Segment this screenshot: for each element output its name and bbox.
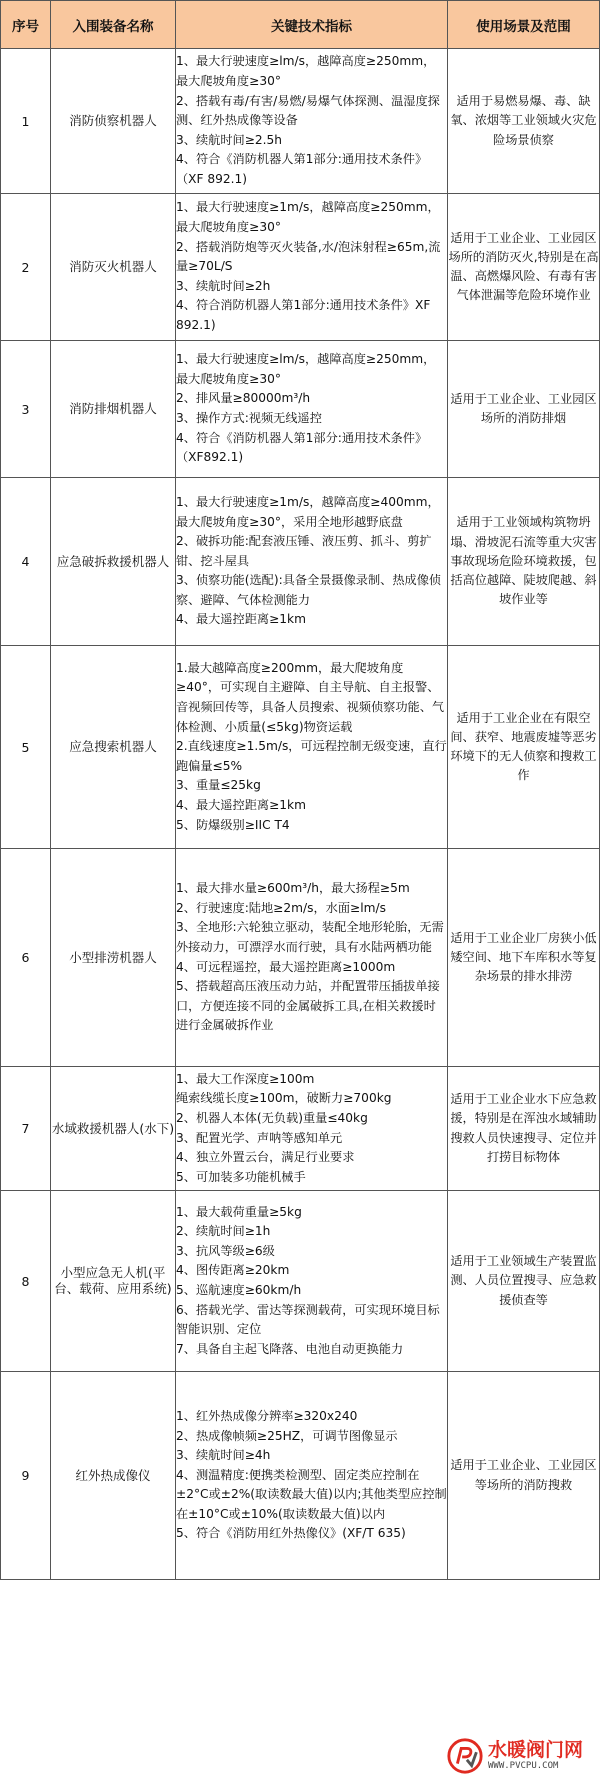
- spec-line: 1、最大行驶速度≥lm/s，越障高度≥250mm，最大爬坡角度≥30°: [176, 54, 436, 89]
- header-no: 序号: [1, 1, 51, 49]
- key-specs: [176, 49, 448, 194]
- row-number: 2: [1, 194, 51, 341]
- spec-line: 3、配置光学、声呐等感知单元: [176, 1130, 343, 1145]
- spec-line: 2、行驶速度:陆地≥2m/s，水面≥lm/s: [176, 900, 386, 915]
- spec-line: 1、最大工作深度≥100m: [176, 1071, 315, 1086]
- usage-scope: 适用于工业企业、工业园区场所的消防灭火,特别是在高温、高燃爆风险、有毒有害气体泄漏等危险环境作业: [448, 194, 600, 341]
- spec-line: 6、搭载光学、雷达等探测载荷，可实现环境目标智能识别、定位: [176, 1302, 440, 1337]
- spec-line: 1、最大载荷重量≥5kg: [176, 1204, 302, 1219]
- spec-line: 4、图传距离≥20km: [176, 1263, 290, 1278]
- spec-line: 绳索线缆长度≥100m，破断力≥700kg: [176, 1091, 392, 1106]
- usage-scope: 适用于工业企业厂房狭小低矮空间、地下车库积水等复杂场景的排水排涝: [448, 849, 600, 1067]
- spec-line: 4、符合《消防机器人第1部分:通用技术条件》（XF 892.1): [176, 152, 428, 186]
- spec-line: 3、侦察功能(选配):具备全景摄像录制、热成像侦察、避障、气体检测能力: [176, 573, 442, 607]
- usage-scope: 适用于工业企业、工业园区等场所的消防搜救: [448, 1372, 600, 1580]
- row-number: 4: [1, 478, 51, 646]
- row-number: 1: [1, 49, 51, 194]
- spec-line: 5、搭载超高压液压动力站，并配置带压插拔单接口，方便连接不同的金属破拆工具,在相关救援时进行金属破拆作业: [176, 979, 440, 1033]
- spec-line: 4、测温精度:便携类检测型、固定类应控制在±2°C或±2%(取读数最大值)以内;其他类型应控制在±10°C或±10%(取读数最大值)以内: [176, 1467, 447, 1521]
- spec-line: 2、热成像帧频≥25HZ，可调节图像显示: [176, 1428, 398, 1443]
- spec-line: 3、续航时间≥2.5h: [176, 132, 283, 147]
- spec-line: 2、续航时间≥1h: [176, 1224, 271, 1239]
- table-row: [1, 1191, 600, 1372]
- usage-scope: 适用于工业企业在有限空间、获窄、地震废墟等恶劣环境下的无人侦察和搜救工作: [448, 646, 600, 849]
- header-spec: 关键技术指标: [176, 1, 448, 49]
- usage-scope: 适用于工业企业水下应急救援，特别是在浑浊水域辅助搜救人员快速搜寻、定位并打捞目标物体: [448, 1067, 600, 1191]
- spec-line: 4、符合消防机器人第1部分:通用技术条件》XF 892.1): [176, 298, 431, 332]
- equipment-name: 水域救援机器人(水下): [51, 1067, 176, 1191]
- spec-line: 3、抗风等级≥6级: [176, 1243, 275, 1258]
- key-specs: [176, 478, 448, 646]
- spec-line: 2、机器人本体(无负载)重量≤40kg: [176, 1110, 368, 1125]
- spec-line: 2.直线速度≥1.5m/s，可远程控制无级变速，直行跑偏量≤5%: [176, 739, 447, 773]
- key-specs: [176, 1191, 448, 1372]
- key-specs: [176, 849, 448, 1067]
- header-name: 入围装备名称: [51, 1, 176, 49]
- row-number: 9: [1, 1372, 51, 1580]
- key-specs: [176, 341, 448, 478]
- spec-line: 4、独立外置云台，满足行业要求: [176, 1150, 355, 1165]
- spec-line: 4、最大遥控距离≥1km: [176, 612, 306, 627]
- equipment-name: 应急破拆救援机器人: [51, 478, 176, 646]
- equipment-name: 小型应急无人机(平台、载荷、应用系统): [51, 1191, 176, 1372]
- spec-line: 1、最大行驶速度≥1m/s，越障高度≥400mm，最大爬坡角度≥30°，采用全地形越野底盘: [176, 494, 440, 529]
- spec-line: 4、符合《消防机器人第1部分:通用技术条件》（XF892.1): [176, 430, 428, 465]
- equipment-name: 应急搜索机器人: [51, 646, 176, 849]
- spec-line: 3、续航时间≥4h: [176, 1448, 271, 1463]
- usage-scope: 适用于工业领域生产装置监测、人员位置搜寻、应急救援侦查等: [448, 1191, 600, 1372]
- table-row: [1, 1067, 600, 1191]
- watermark-brand: 水暖阀门网: [488, 1739, 584, 1761]
- table-header: [1, 1, 600, 49]
- equipment-name: 红外热成像仪: [51, 1372, 176, 1580]
- spec-line: 2、搭载有毒/有害/易燃/易爆气体探测、温湿度探测、红外热成像等设备: [176, 93, 440, 128]
- spec-line: 3、续航时间≥2h: [176, 278, 271, 293]
- row-number: 3: [1, 341, 51, 478]
- spec-line: 2、破拆功能:配套液压锤、液压剪、抓斗、剪扩钳、挖斗屋具: [176, 534, 432, 568]
- table-row: [1, 1372, 600, 1580]
- spec-line: 5、可加装多功能机械手: [176, 1169, 306, 1184]
- spec-line: 2、搭载消防炮等灭火装备,水/泡沫射程≥65m,流量≥70L/S: [176, 239, 441, 274]
- spec-line: 4、最大遥控距离≥1km: [176, 797, 306, 812]
- spec-line: 1、最大排水量≥600m³/h，最大扬程≥5m: [176, 881, 410, 896]
- spec-line: 5、巡航速度≥60km/h: [176, 1283, 302, 1297]
- pv-logo-icon: [446, 1737, 484, 1775]
- table-row: [1, 49, 600, 194]
- spec-line: 2、排风量≥80000m³/h: [176, 391, 311, 406]
- watermark-url: WWW.PVCPU.COM: [488, 1761, 559, 1771]
- spec-line: 4、可远程遥控，最大遥控距离≥1000m: [176, 959, 396, 974]
- table-row: [1, 194, 600, 341]
- spec-line: 1、最大行驶速度≥lm/s，越障高度≥250mm，最大爬坡角度≥30°: [176, 352, 436, 386]
- spec-line: 5、符合《消防用红外热像仪》(XF/T 635): [176, 1526, 406, 1541]
- usage-scope: 适用于工业企业、工业园区场所的消防排烟: [448, 341, 600, 478]
- row-number: 7: [1, 1067, 51, 1191]
- spec-line: 1.最大越障高度≥200mm，最大爬坡角度≥40°，可实现自主避障、自主导航、自主报警、音视频回传等，具备人员搜索、视频侦察功能、气体检测、小质量(≤5kg)物资运载: [176, 660, 445, 734]
- key-specs: [176, 646, 448, 849]
- key-specs: [176, 194, 448, 341]
- header-use: 使用场景及范围: [448, 1, 600, 49]
- usage-scope: 适用于易燃易爆、毒、缺氧、浓烟等工业领域火灾危险场景侦察: [448, 49, 600, 194]
- key-specs: [176, 1372, 448, 1580]
- equipment-name: 消防侦察机器人: [51, 49, 176, 194]
- equipment-name: 消防排烟机器人: [51, 341, 176, 478]
- table-row: [1, 341, 600, 478]
- spec-line: 3、全地形:六轮独立驱动，装配全地形轮胎，无需外接动力，可漂浮水而行驶，具有水陆两栖功能: [176, 920, 444, 954]
- spec-line: 7、具备自主起飞降落、电池自动更换能力: [176, 1341, 404, 1356]
- spec-line: 5、防爆级别≥IIC T4: [176, 817, 290, 832]
- spec-line: 3、操作方式:视频无线遥控: [176, 411, 322, 425]
- equipment-name: 小型排涝机器人: [51, 849, 176, 1067]
- row-number: 6: [1, 849, 51, 1067]
- spec-line: 1、最大行驶速度≥1m/s，越障高度≥250mm，最大爬坡角度≥30°: [176, 200, 440, 235]
- table-body: [1, 49, 600, 1580]
- row-number: 5: [1, 646, 51, 849]
- watermark: [446, 1735, 596, 1777]
- table-row: [1, 849, 600, 1067]
- table-row: [1, 478, 600, 646]
- usage-scope: 适用于工业领域构筑物坍塌、滑坡泥石流等重大灾害事故现场危险环境救援，包括高位越障、陡坡爬越、斜坡作业等: [448, 478, 600, 646]
- equipment-name: 消防灭火机器人: [51, 194, 176, 341]
- spec-line: 1、红外热成像分辨率≥320x240: [176, 1408, 358, 1423]
- key-specs: [176, 1067, 448, 1191]
- row-number: 8: [1, 1191, 51, 1372]
- spec-line: 3、重量≤25kg: [176, 778, 261, 793]
- table-row: [1, 646, 600, 849]
